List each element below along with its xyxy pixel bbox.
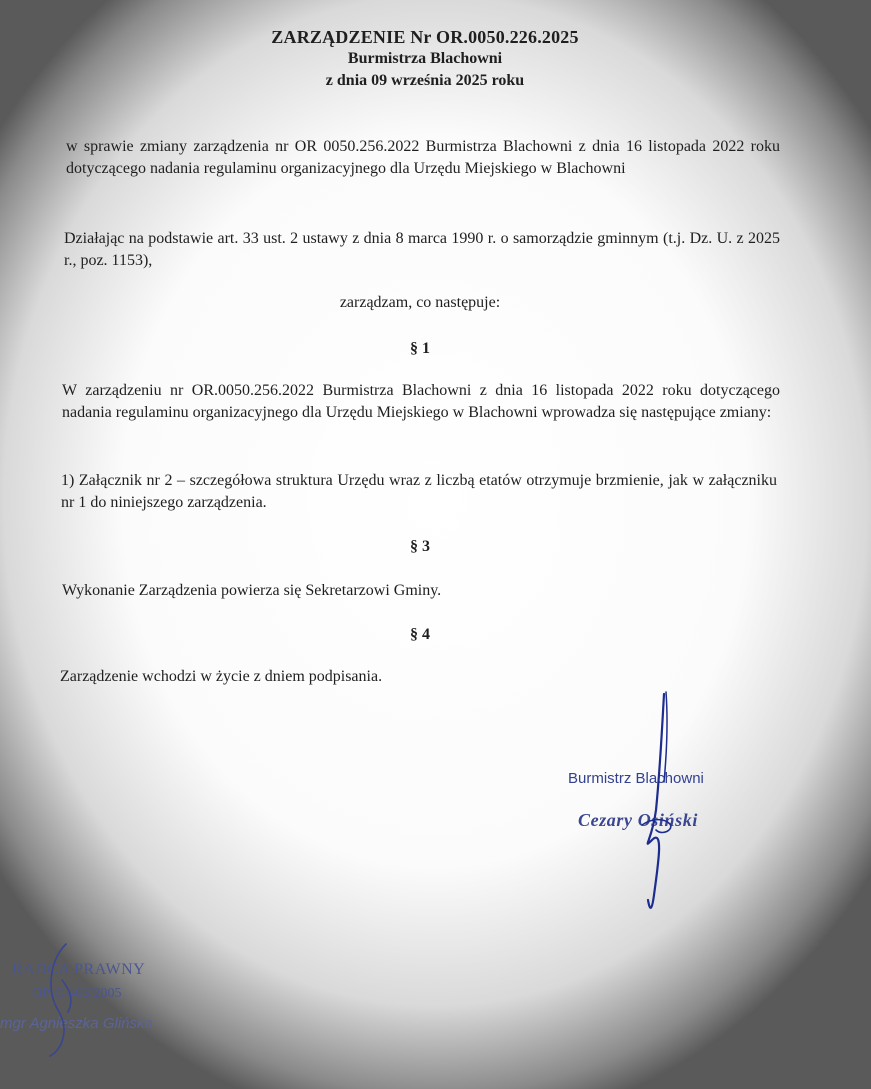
- decree-date: z dnia 09 września 2025 roku: [325, 72, 525, 89]
- decree-issuer: Burmistrza Blachowni: [347, 50, 503, 67]
- section-1-paragraph-2: 1) Załącznik nr 2 – szczegółowa struktura Urzędu wraz z liczbą etatów otrzymuje brzmienie, jak w załączniku nr 1 do niniejszego zarządzenia.: [61, 472, 777, 511]
- decree-title: ZARZĄDZENIE Nr OR.0050.226.2025: [271, 27, 579, 47]
- signature-stamp-name: Cezary Osiński: [578, 810, 698, 830]
- section-3-mark: § 3: [410, 538, 430, 555]
- document-header: [0, 26, 850, 92]
- section-4-paragraph: Zarządzenie wchodzi w życie z dniem podpisania.: [60, 668, 383, 685]
- handwritten-signature: [612, 690, 712, 920]
- section-1-mark: § 1: [410, 340, 430, 357]
- legal-basis: Działając na podstawie art. 33 ust. 2 ustawy z dnia 8 marca 1990 r. o samorządzie gminnym (t.j. Dz. U. z 2025 r., poz. 1153),: [64, 230, 780, 269]
- legal-stamp-title: RADCA PRAWNY: [12, 961, 146, 978]
- section-1-paragraph-1: W zarządzeniu nr OR.0050.256.2022 Burmistrza Blachowni z dnia 16 listopada 2022 roku dotyczącego nadania regulaminu organizacyjnego dla Urzędu Miejskiego w Blachowni wprowadza się następujące zmiany:: [62, 382, 780, 421]
- signature-stamp-title: Burmistrz Blachowni: [568, 770, 704, 787]
- legal-stamp-number: OP-C-463/2005: [32, 986, 122, 1001]
- legal-advisor-signature: [40, 940, 90, 1060]
- decree-intro: zarządzam, co następuje:: [339, 294, 501, 311]
- decree-subject: w sprawie zmiany zarządzenia nr OR 0050.256.2022 Burmistrza Blachowni z dnia 16 listopada 2022 roku dotyczącego nadania regulaminu organizacyjnego dla Urzędu Miejskiego w Blachowni: [66, 138, 780, 177]
- legal-stamp-name: mgr Agnieszka Glińska: [0, 1015, 153, 1032]
- section-3-paragraph: Wykonanie Zarządzenia powierza się Sekretarzowi Gminy.: [62, 582, 442, 599]
- section-4-mark: § 4: [410, 626, 430, 643]
